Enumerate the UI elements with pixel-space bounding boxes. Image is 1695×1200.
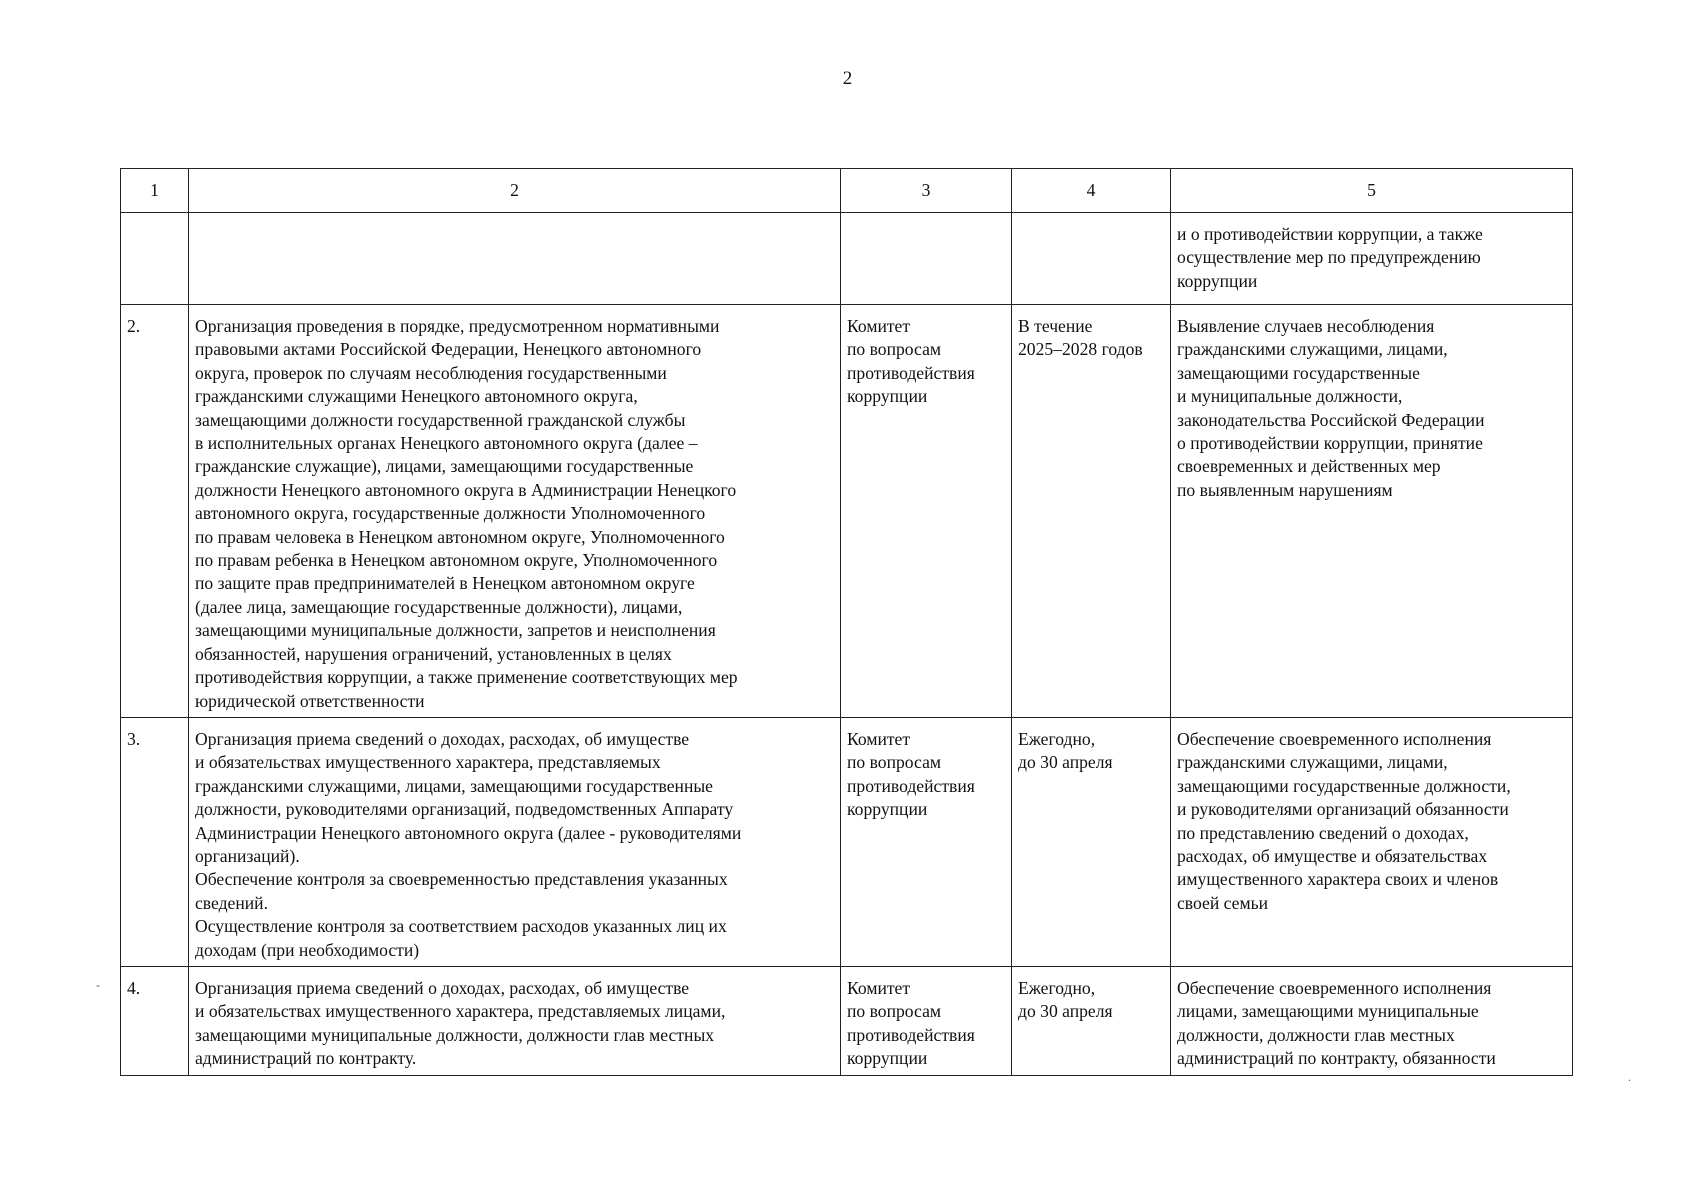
text-line: должности, должности глав местных xyxy=(1177,1024,1455,1045)
row-number: 3. xyxy=(121,717,189,966)
text-line: коррупции xyxy=(847,386,928,407)
text-line: доходам (при необходимости) xyxy=(195,939,420,960)
scan-speck: . xyxy=(1628,1070,1631,1084)
text-line: гражданскими служащими, лицами, xyxy=(1177,339,1448,360)
page-number: 2 xyxy=(842,68,853,89)
text-line: и обязательствах имущественного характера, представляемых лицами, xyxy=(195,1001,726,1022)
cell-result xyxy=(1171,717,1573,966)
text-line: коррупции xyxy=(847,1048,928,1069)
text-line: своевременных и действенных мер xyxy=(1177,456,1441,477)
text-line: правовыми актами Российской Федерации, Ненецкого автономного xyxy=(195,339,702,360)
cell-deadline xyxy=(1012,717,1171,966)
cell-measure xyxy=(189,717,841,966)
text-line: расходах, об имуществе и обязательствах xyxy=(1177,845,1488,866)
text-line: должности, руководителями организаций, подведомственных Аппарату xyxy=(195,799,734,820)
header-col-4: 4 xyxy=(1012,169,1171,213)
text-line: Обеспечение своевременного исполнения xyxy=(1177,728,1492,749)
text-line: и обязательствах имущественного характера, представляемых xyxy=(195,752,661,773)
text-line: Обеспечение контроля за своевременностью представления указанных xyxy=(195,869,728,890)
text-line: и муниципальные должности, xyxy=(1177,386,1403,407)
text-line: автономного округа, государственные должности Уполномоченного xyxy=(195,503,706,524)
cell-result xyxy=(1171,966,1573,1075)
text-line: Организация приема сведений о доходах, расходах, об имуществе xyxy=(195,977,690,998)
text-line: сведений. xyxy=(195,892,268,913)
header-col-5: 5 xyxy=(1171,169,1573,213)
text-line: осуществление мер по предупреждению xyxy=(1177,247,1481,268)
text-line: обязанностей, нарушения ограничений, установленных в целях xyxy=(195,643,672,664)
text-line: противодействия xyxy=(847,362,975,383)
cell-result xyxy=(1171,305,1573,718)
text-line: коррупции xyxy=(1177,270,1258,291)
text-line: юридической ответственности xyxy=(195,690,425,711)
text-line: замещающими муниципальные должности, запретов и неисполнения xyxy=(195,620,716,641)
text-line: замещающими муниципальные должности, должности глав местных xyxy=(195,1024,715,1045)
cell-deadline xyxy=(1012,213,1171,305)
text-line: округа, проверок по случаям несоблюдения государственными xyxy=(195,362,667,383)
scan-speck: - xyxy=(96,978,100,992)
text-line: гражданские служащие), лицами, замещающими государственные xyxy=(195,456,694,477)
header-col-3: 3 xyxy=(841,169,1012,213)
text-line: в исполнительных органах Ненецкого автономного округа (далее – xyxy=(195,433,698,454)
text-line: 2025–2028 годов xyxy=(1018,339,1143,360)
table-row xyxy=(121,717,1573,966)
text-line: гражданскими служащими Ненецкого автономного округа, xyxy=(195,386,638,407)
text-line: до 30 апреля xyxy=(1018,752,1113,773)
text-line: по правам человека в Ненецком автономном округе, Уполномоченного xyxy=(195,526,725,547)
text-line: по правам ребенка в Ненецком автономном округе, Уполномоченного xyxy=(195,550,718,571)
text-line: противодействия xyxy=(847,775,975,796)
table-row xyxy=(121,966,1573,1075)
cell-executor xyxy=(841,966,1012,1075)
text-line: по выявленным нарушениям xyxy=(1177,479,1393,500)
continuation-row xyxy=(121,213,1573,305)
text-line: и руководителями организаций обязанности xyxy=(1177,799,1509,820)
text-line: по защите прав предпринимателей в Ненецком автономном округе xyxy=(195,573,695,594)
text-line: (далее лица, замещающие государственные должности), лицами, xyxy=(195,596,683,617)
cell-num xyxy=(121,213,189,305)
header-col-1: 1 xyxy=(121,169,189,213)
text-line: В течение xyxy=(1018,316,1093,336)
cell-executor xyxy=(841,717,1012,966)
text-line: замещающими государственные должности, xyxy=(1177,775,1511,796)
text-line: замещающими государственные xyxy=(1177,362,1420,383)
cell-executor xyxy=(841,213,1012,305)
text-line: Организация проведения в порядке, предусмотренном нормативными xyxy=(195,316,720,336)
text-line: Комитет xyxy=(847,728,911,749)
text-line: Комитет xyxy=(847,316,911,336)
measures-table xyxy=(120,168,1573,1076)
text-line: своей семьи xyxy=(1177,892,1269,913)
row-number: 2. xyxy=(121,305,189,718)
row-number: 4. xyxy=(121,966,189,1075)
cell-result xyxy=(1171,213,1573,305)
text-line: по вопросам xyxy=(847,1001,942,1022)
text-line: гражданскими служащими, лицами, xyxy=(1177,752,1448,773)
table-row xyxy=(121,305,1573,718)
text-line: противодействия xyxy=(847,1024,975,1045)
text-line: Выявление случаев несоблюдения xyxy=(1177,316,1435,336)
cell-measure xyxy=(189,213,841,305)
text-line: должности Ненецкого автономного округа в Администрации Ненецкого xyxy=(195,479,737,500)
text-line: до 30 апреля xyxy=(1018,1001,1113,1022)
text-line: Организация приема сведений о доходах, расходах, об имуществе xyxy=(195,728,690,749)
text-line: гражданскими служащими, лицами, замещающими государственные xyxy=(195,775,713,796)
cell-measure xyxy=(189,305,841,718)
text-line: лицами, замещающими муниципальные xyxy=(1177,1001,1479,1022)
text-line: Ежегодно, xyxy=(1018,728,1096,749)
header-row xyxy=(121,169,1573,213)
text-line: коррупции xyxy=(847,799,928,820)
text-line: замещающими должности государственной гражданской службы xyxy=(195,409,686,430)
text-line: организаций). xyxy=(195,845,300,866)
text-line: о противодействии коррупции, принятие xyxy=(1177,433,1483,454)
cell-executor xyxy=(841,305,1012,718)
text-line: и о противодействии коррупции, а также xyxy=(1177,224,1483,244)
text-line: по представлению сведений о доходах, xyxy=(1177,822,1469,843)
header-col-2: 2 xyxy=(189,169,841,213)
text-line: имущественного характера своих и членов xyxy=(1177,869,1499,890)
text-line: Обеспечение своевременного исполнения xyxy=(1177,977,1492,998)
text-line: по вопросам xyxy=(847,752,942,773)
cell-deadline xyxy=(1012,305,1171,718)
text-line: Комитет xyxy=(847,977,911,998)
text-line: Ежегодно, xyxy=(1018,977,1096,998)
text-line: Осуществление контроля за соответствием расходов указанных лиц их xyxy=(195,916,727,937)
text-line: Администрации Ненецкого автономного округа (далее - руководителями xyxy=(195,822,742,843)
cell-deadline xyxy=(1012,966,1171,1075)
text-line: по вопросам xyxy=(847,339,942,360)
cell-measure xyxy=(189,966,841,1075)
text-line: противодействия коррупции, а также применение соответствующих мер xyxy=(195,667,738,688)
text-line: законодательства Российской Федерации xyxy=(1177,409,1485,430)
text-line: администраций по контракту, обязанности xyxy=(1177,1048,1496,1069)
text-line: администраций по контракту. xyxy=(195,1048,417,1069)
